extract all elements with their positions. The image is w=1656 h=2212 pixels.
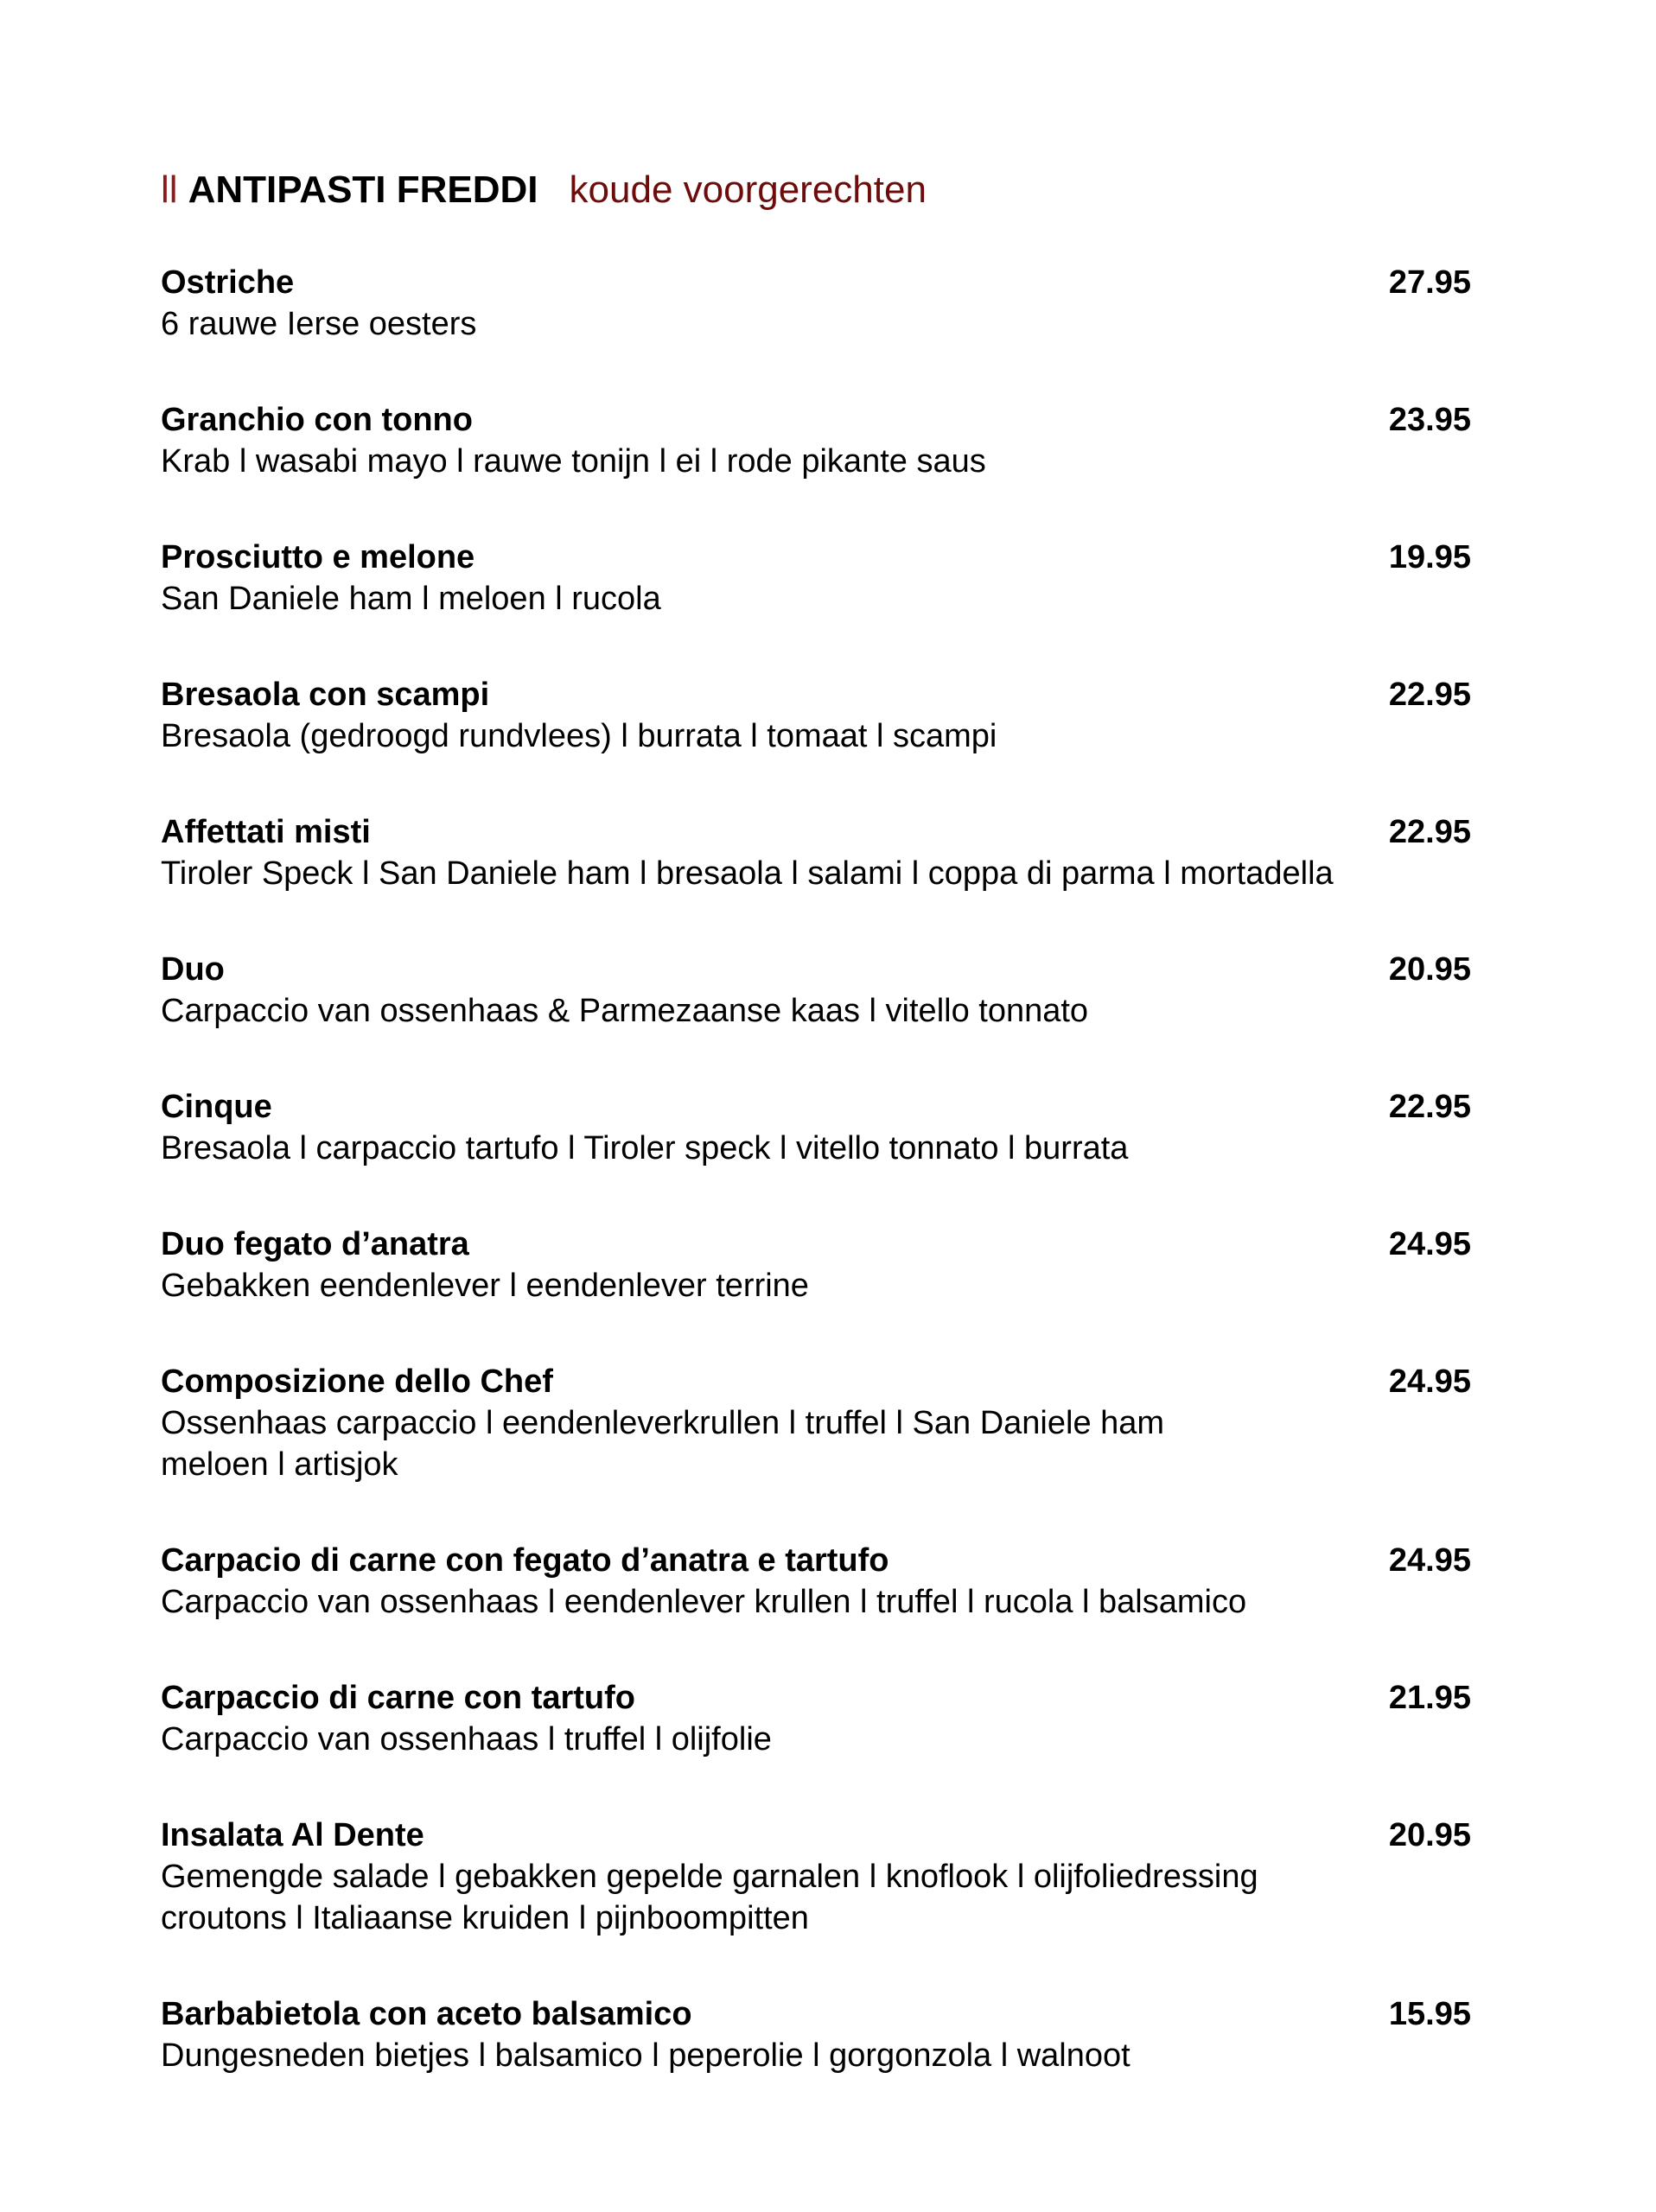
menu-item-header <box>161 811 1474 853</box>
menu-item-description: Carpaccio van ossenhaas l eendenlever krullen l truffel l rucola l balsamico <box>161 1584 1247 1620</box>
menu-item <box>161 1086 1474 1169</box>
menu-item-header <box>161 1677 1474 1719</box>
menu-item-name: Cinque <box>161 1089 272 1125</box>
menu-item-header <box>161 1815 1474 1856</box>
menu-item-name: Insalata Al Dente <box>161 1817 424 1853</box>
menu-item-header <box>161 1361 1474 1402</box>
menu-item <box>161 262 1474 345</box>
menu-item-name: Duo fegato d’anatra <box>161 1226 469 1262</box>
menu-item-price: 22.95 <box>1388 677 1471 713</box>
menu-item-description: Carpaccio van ossenhaas l truffel l olijfolie <box>161 1721 772 1758</box>
menu-item-name: Duo <box>161 951 225 988</box>
menu-item-description: Bresaola l carpaccio tartufo l Tiroler speck l vitello tonnato l burrata <box>161 1130 1129 1166</box>
menu-item-description: Krab l wasabi mayo l rauwe tonijn l ei l rode pikante saus <box>161 443 986 480</box>
section-title: ANTIPASTI FREDDI <box>188 168 538 211</box>
menu-item-price: 20.95 <box>1388 1817 1471 1853</box>
menu-item-name: Carpacio di carne con fegato d’anatra e tartufo <box>161 1542 889 1579</box>
menu-item-description: Carpaccio van ossenhaas & Parmezaanse kaas l vitello tonnato <box>161 993 1089 1029</box>
menu-item-description: Bresaola (gedroogd rundvlees) l burrata l tomaat l scampi <box>161 718 997 754</box>
menu-item-name: Granchio con tonno <box>161 402 473 438</box>
menu-item-header <box>161 674 1474 715</box>
menu-page <box>161 164 1474 2131</box>
section-heading <box>161 164 1474 216</box>
menu-item-price: 24.95 <box>1388 1542 1471 1579</box>
menu-item-description: Tiroler Speck l San Daniele ham l bresaola l salami l coppa di parma l mortadella <box>161 855 1334 892</box>
menu-item-price: 22.95 <box>1388 1089 1471 1125</box>
menu-item <box>161 1993 1474 2076</box>
menu-item-price: 27.95 <box>1388 264 1471 301</box>
menu-item <box>161 1677 1474 1760</box>
menu-item <box>161 949 1474 1032</box>
menu-item-price: 19.95 <box>1388 539 1471 575</box>
menu-item <box>161 1361 1474 1485</box>
menu-item-header <box>161 949 1474 990</box>
menu-item-name: Bresaola con scampi <box>161 677 490 713</box>
menu-item-price: 24.95 <box>1388 1363 1471 1400</box>
menu-item-description: Ossenhaas carpaccio l eendenleverkrullen l truffel l San Daniele ham <box>161 1405 1165 1441</box>
menu-item <box>161 811 1474 894</box>
menu-item-description: Dungesneden bietjes l balsamico l peperolie l gorgonzola l walnoot <box>161 2037 1131 2074</box>
menu-item-name: Barbabietola con aceto balsamico <box>161 1996 692 2032</box>
menu-item-description: croutons l Italiaanse kruiden l pijnboompitten <box>161 1900 809 1936</box>
menu-item-price: 22.95 <box>1388 814 1471 850</box>
menu-item-header <box>161 1993 1474 2035</box>
menu-item-price: 21.95 <box>1388 1680 1471 1716</box>
menu-item-price: 24.95 <box>1388 1226 1471 1262</box>
menu-item-name: Ostriche <box>161 264 295 301</box>
menu-item <box>161 674 1474 757</box>
menu-item-header <box>161 1086 1474 1128</box>
menu-item-price: 20.95 <box>1388 951 1471 988</box>
menu-item-description: Gebakken eendenlever l eendenlever terrine <box>161 1268 809 1304</box>
menu-item <box>161 537 1474 620</box>
menu-item <box>161 1224 1474 1306</box>
menu-item-header <box>161 1540 1474 1581</box>
menu-item <box>161 1815 1474 1939</box>
menu-item-description: meloen l artisjok <box>161 1446 398 1483</box>
menu-item-header <box>161 537 1474 578</box>
menu-item-price: 23.95 <box>1388 402 1471 438</box>
menu-item-header <box>161 1224 1474 1265</box>
menu-item <box>161 1540 1474 1623</box>
menu-item-name: Affettati misti <box>161 814 371 850</box>
menu-item-header <box>161 262 1474 303</box>
section-marker: ll <box>161 168 178 211</box>
menu-item-name: Carpaccio di carne con tartufo <box>161 1680 636 1716</box>
menu-item-description: 6 rauwe Ierse oesters <box>161 306 477 342</box>
menu-item-description: San Daniele ham l meloen l rucola <box>161 581 661 617</box>
menu-item-name: Composizione dello Chef <box>161 1363 553 1400</box>
menu-item <box>161 399 1474 482</box>
menu-item-list <box>161 262 1474 2076</box>
section-subtitle: koude voorgerechten <box>569 168 927 211</box>
menu-item-description: Gemengde salade l gebakken gepelde garnalen l knoflook l olijfoliedressing <box>161 1859 1258 1895</box>
menu-item-header <box>161 399 1474 441</box>
menu-item-price: 15.95 <box>1388 1996 1471 2032</box>
menu-item-name: Prosciutto e melone <box>161 539 475 575</box>
